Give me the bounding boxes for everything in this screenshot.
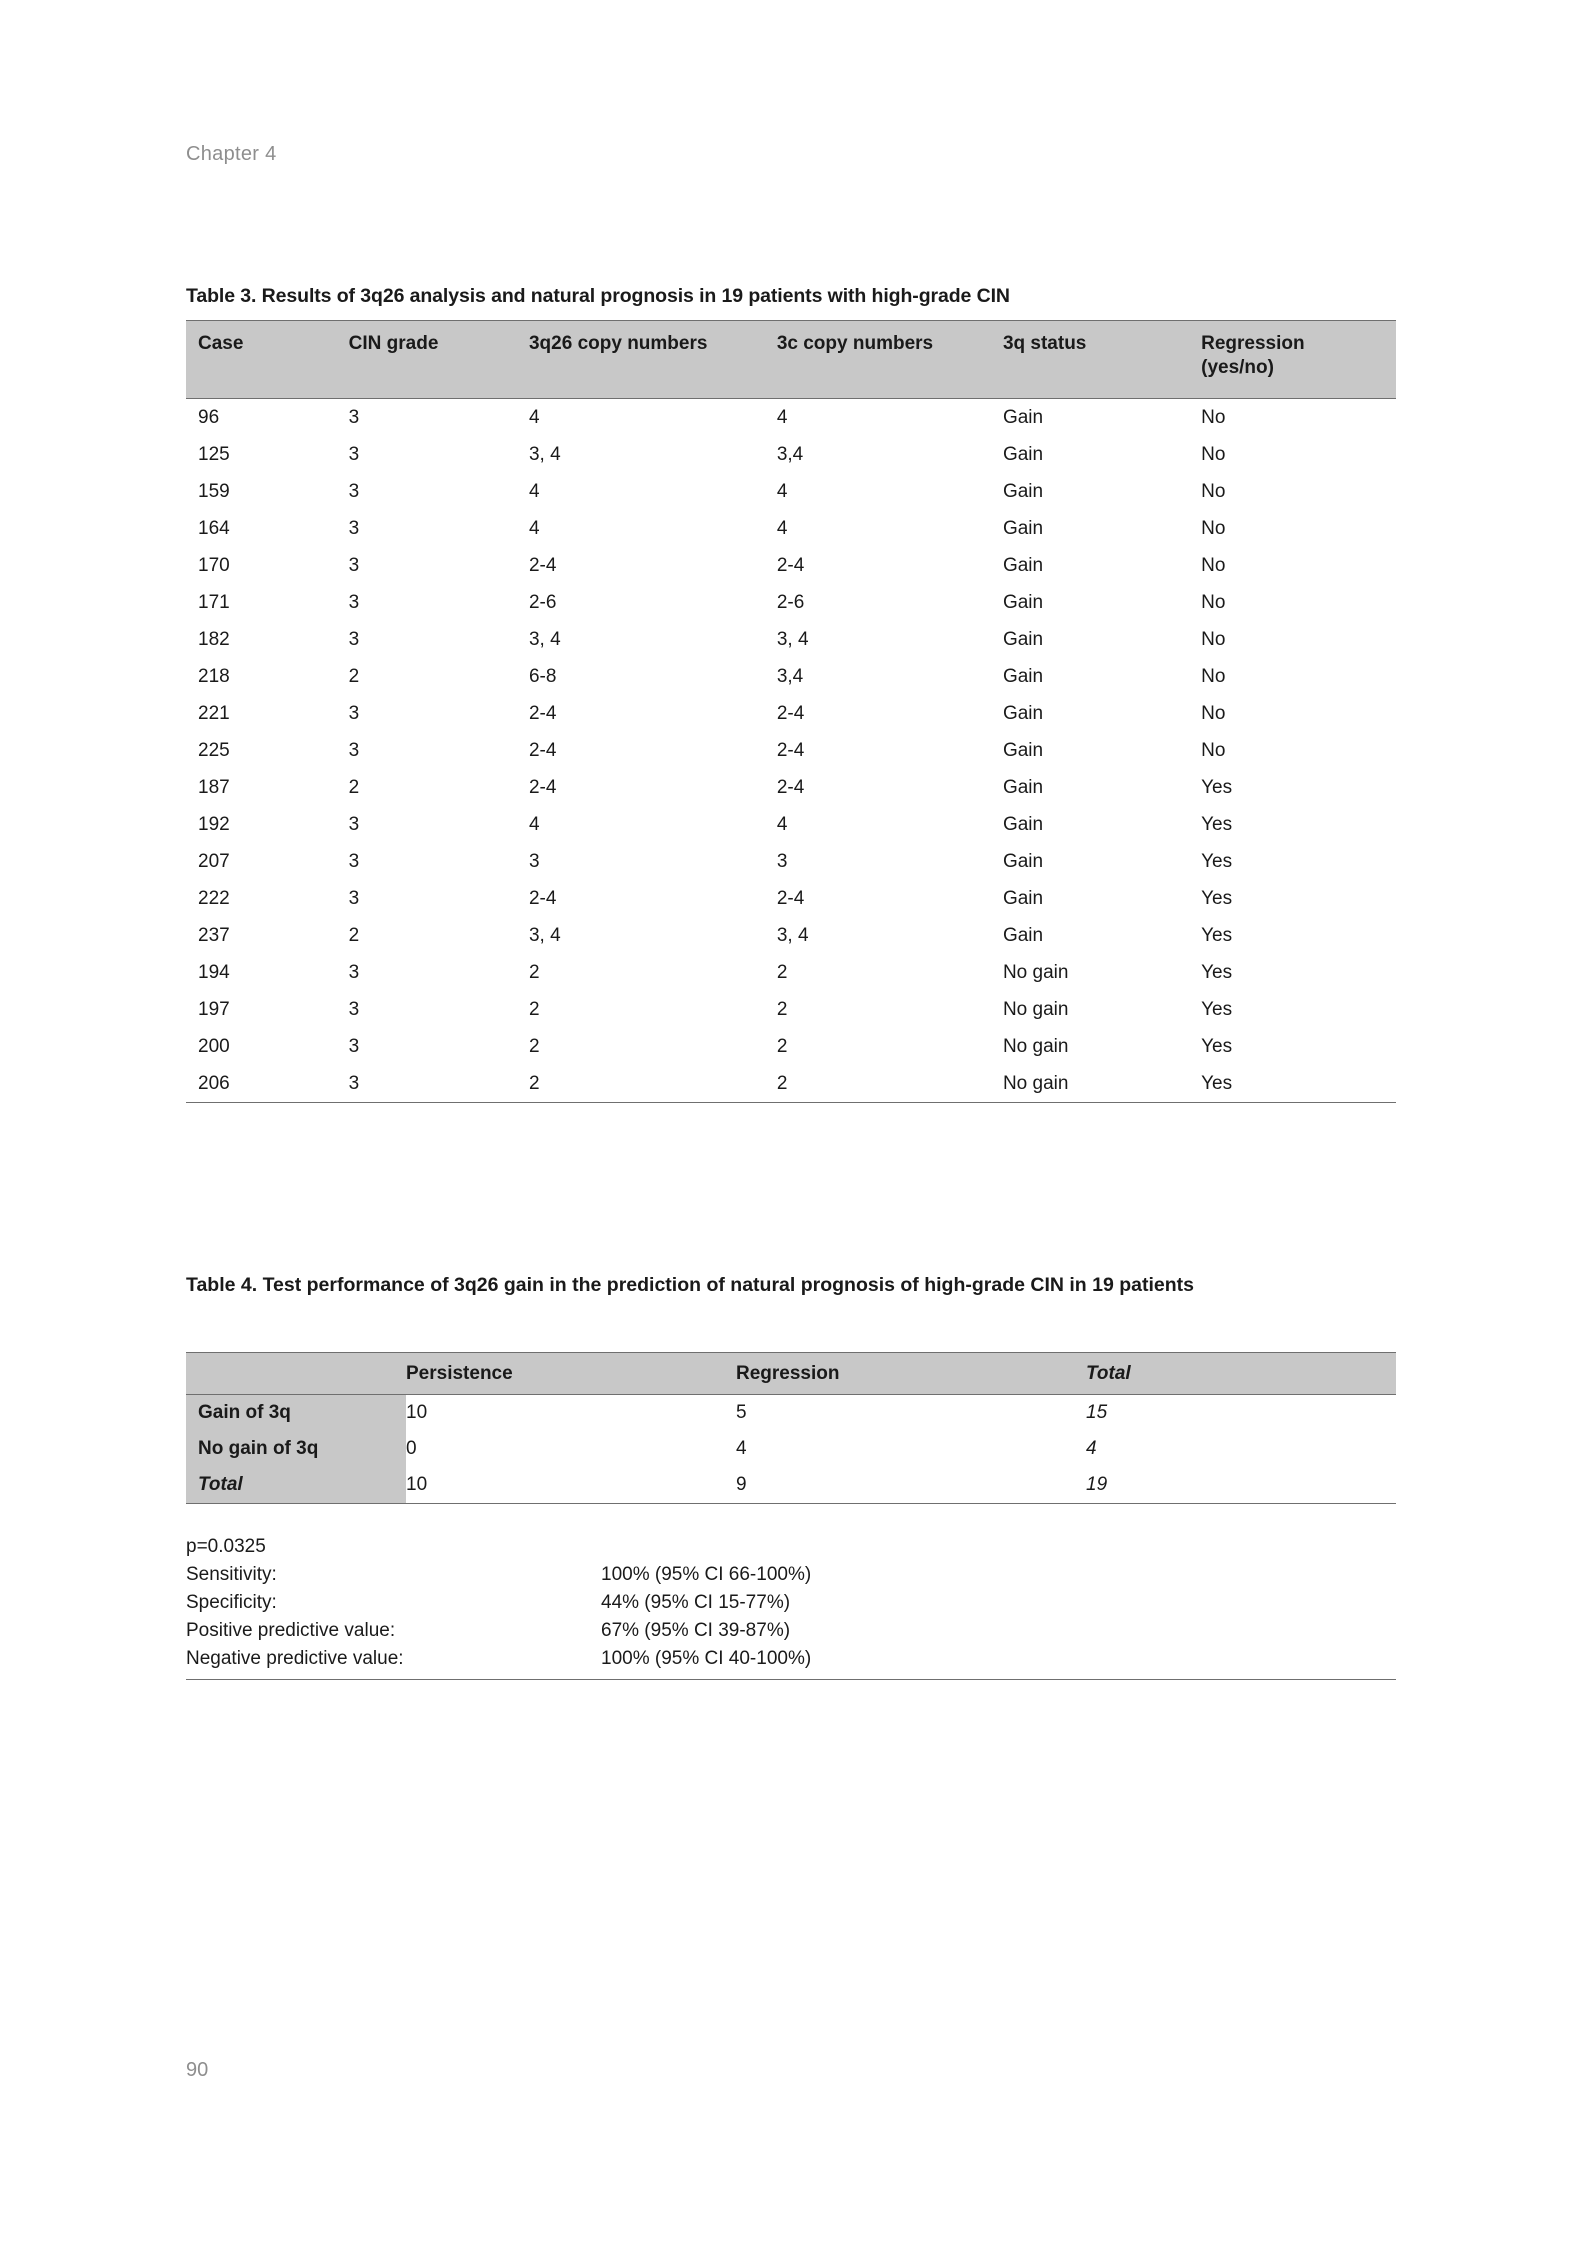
cell-3q-status: Gain: [1002, 850, 1044, 872]
table4-caption: Table 4. Test performance of 3q26 gain in the prediction of natural prognosis of high-grade CIN in 19 patients: [186, 1274, 1194, 1296]
cell-regression: No: [1201, 406, 1226, 428]
cell-3c: 2: [776, 1035, 788, 1057]
cell-cin-grade: 3: [348, 739, 360, 761]
cell-regression: Yes: [1201, 1035, 1233, 1057]
cell-regression: Yes: [1201, 961, 1233, 983]
cell-3q26: 2: [528, 961, 540, 983]
cell-3q-status: Gain: [1002, 887, 1044, 909]
cell-cin-grade: 3: [348, 628, 360, 650]
table-row: [186, 473, 1396, 510]
cell-3c: 2-4: [776, 702, 805, 724]
cell-cin-grade: 3: [348, 406, 360, 428]
table-row: [186, 436, 1396, 473]
table-row: [186, 1065, 1396, 1103]
cell-cin-grade: 3: [349, 1065, 529, 1103]
cell-regression: 5: [736, 1402, 747, 1423]
cell-3q-status: Gain: [1002, 702, 1044, 724]
cell-3q-status: Gain: [1002, 628, 1044, 650]
cell-total: 4: [1086, 1438, 1097, 1459]
table4-col-persistence: Persistence: [406, 1353, 736, 1395]
cell-regression: Yes: [1201, 887, 1233, 909]
cell-3q26: 2-6: [528, 591, 557, 613]
cell-3q26: 2: [529, 1065, 777, 1103]
cell-3c: 2-4: [776, 554, 805, 576]
cell-3q-status: No gain: [1002, 1035, 1069, 1057]
table-row: [186, 732, 1396, 769]
stat-value: 100% (95% CI 66-100%): [601, 1564, 812, 1586]
table4-header: [186, 1353, 1396, 1395]
table3-col-case: Case: [186, 321, 349, 399]
table-row: [186, 1431, 1396, 1467]
cell-regression: No: [1201, 591, 1226, 613]
cell-cin-grade: 3: [348, 591, 360, 613]
cell-3c: 3,4: [776, 665, 804, 687]
cell-persistence: 10: [406, 1402, 428, 1423]
table4-col-total: Total: [1086, 1353, 1396, 1395]
stat-line: [186, 1533, 1396, 1561]
table-row: [186, 1467, 1396, 1504]
cell-3c: 4: [776, 406, 788, 428]
stat-line: [186, 1561, 1396, 1589]
cell-regression: 4: [736, 1438, 747, 1459]
table3-col-3q-status: 3q status: [1003, 321, 1201, 399]
cell-cin-grade: 3: [348, 850, 360, 872]
table3-col-cin-grade: CIN grade: [349, 321, 529, 399]
cell-regression: No: [1201, 739, 1226, 761]
cell-cin-grade: 3: [348, 1035, 360, 1057]
table-row: [186, 621, 1396, 658]
cell-regression: Yes: [1201, 776, 1233, 798]
table-row: [186, 917, 1396, 954]
cell-total: 19: [1086, 1467, 1396, 1504]
stat-line: [186, 1645, 1396, 1673]
table3-col-3c-copy-numbers: 3c copy numbers: [777, 321, 1003, 399]
cell-case: 197: [198, 998, 230, 1020]
cell-regression: 9: [736, 1467, 1086, 1504]
table-row: [186, 1028, 1396, 1065]
cell-case: 222: [198, 887, 230, 909]
stat-line: [186, 1617, 1396, 1645]
cell-case: 200: [198, 1035, 230, 1057]
cell-3c: 2-6: [776, 591, 805, 613]
stat-label: Negative predictive value:: [186, 1648, 404, 1670]
cell-3q26: 2-4: [528, 702, 557, 724]
cell-3q26: 2-4: [528, 554, 557, 576]
stat-value: 100% (95% CI 40-100%): [601, 1648, 812, 1670]
cell-3c: 3, 4: [776, 924, 809, 946]
table3-caption: Table 3. Results of 3q26 analysis and natural prognosis in 19 patients with high-grade CIN: [186, 285, 1010, 307]
cell-regression: Yes: [1201, 924, 1233, 946]
cell-3q-status: Gain: [1002, 591, 1044, 613]
cell-cin-grade: 3: [348, 998, 360, 1020]
cell-3q26: 4: [528, 517, 540, 539]
cell-3c: 2: [776, 961, 788, 983]
table3: [186, 320, 1396, 1103]
cell-3c: 4: [776, 517, 788, 539]
cell-3c: 2: [776, 998, 788, 1020]
cell-3q-status: No gain: [1002, 998, 1069, 1020]
table-row: [186, 954, 1396, 991]
table4-header-row: [186, 1353, 1396, 1395]
cell-regression: No: [1201, 517, 1226, 539]
cell-case: 187: [198, 776, 230, 798]
cell-total: 15: [1086, 1402, 1108, 1423]
cell-persistence: 10: [406, 1467, 736, 1504]
cell-regression: No: [1201, 628, 1226, 650]
cell-3q26: 2-4: [528, 739, 557, 761]
cell-3q-status: Gain: [1002, 517, 1044, 539]
table4-body: [186, 1395, 1396, 1504]
cell-3q26: 4: [528, 480, 540, 502]
stat-line: [186, 1589, 1396, 1617]
cell-rowhead: Gain of 3q: [186, 1395, 406, 1432]
cell-cin-grade: 3: [348, 517, 360, 539]
cell-3c: 3: [776, 850, 788, 872]
cell-cin-grade: 3: [348, 443, 360, 465]
cell-3q-status: Gain: [1002, 665, 1044, 687]
running-head: Chapter 4: [186, 143, 277, 165]
cell-case: 194: [198, 961, 230, 983]
cell-regression: No: [1201, 702, 1226, 724]
cell-3q-status: Gain: [1002, 480, 1044, 502]
stat-label: Sensitivity:: [186, 1564, 277, 1586]
cell-cin-grade: 3: [348, 813, 360, 835]
table-row: [186, 399, 1396, 437]
cell-3q-status: No gain: [1003, 1065, 1201, 1103]
cell-case: 192: [198, 813, 230, 835]
table3-col-regression: [1201, 321, 1396, 399]
table3-header-row: [186, 321, 1396, 399]
table3-col-regression-line2: (yes/no): [1201, 356, 1274, 378]
cell-3c: 3,4: [776, 443, 804, 465]
table4-col-blank: [186, 1353, 406, 1395]
table4-col-regression: Regression: [736, 1353, 1086, 1395]
cell-case: 221: [198, 702, 230, 724]
cell-regression: Yes: [1201, 998, 1233, 1020]
cell-rowhead: No gain of 3q: [186, 1431, 406, 1467]
cell-cin-grade: 3: [348, 961, 360, 983]
cell-case: 225: [198, 739, 230, 761]
cell-3q26: 6-8: [528, 665, 557, 687]
cell-3q-status: Gain: [1002, 406, 1044, 428]
stat-label: Specificity:: [186, 1592, 277, 1614]
cell-regression: No: [1201, 480, 1226, 502]
cell-3c: 2-4: [776, 776, 805, 798]
cell-case: 207: [198, 850, 230, 872]
cell-3q-status: Gain: [1002, 443, 1044, 465]
table-row: [186, 547, 1396, 584]
cell-3q26: 3: [528, 850, 540, 872]
cell-persistence: 0: [406, 1438, 417, 1459]
cell-case: 171: [198, 591, 230, 613]
cell-regression: No: [1201, 443, 1226, 465]
cell-3q26: 2-4: [528, 776, 557, 798]
cell-3q26: 2-4: [528, 887, 557, 909]
cell-case: 170: [198, 554, 230, 576]
cell-cin-grade: 3: [348, 887, 360, 909]
cell-case: 125: [198, 443, 230, 465]
stat-label: Positive predictive value:: [186, 1620, 396, 1642]
cell-cin-grade: 3: [348, 702, 360, 724]
table-row: [186, 991, 1396, 1028]
table3-header: [186, 321, 1396, 399]
cell-3q-status: Gain: [1002, 776, 1044, 798]
table3-body: [186, 399, 1396, 1103]
table-row: [186, 584, 1396, 621]
cell-case: 159: [198, 480, 230, 502]
cell-regression: Yes: [1201, 813, 1233, 835]
table-row: [186, 658, 1396, 695]
table3-col-regression-line1: Regression: [1201, 333, 1305, 354]
cell-3q-status: Gain: [1002, 813, 1044, 835]
cell-cin-grade: 2: [348, 776, 360, 798]
cell-cin-grade: 2: [348, 924, 360, 946]
stat-value: 44% (95% CI 15-77%): [601, 1592, 791, 1614]
cell-regression: Yes: [1201, 1065, 1396, 1103]
table-row: [186, 769, 1396, 806]
stat-label: p=0.0325: [186, 1536, 266, 1557]
table-row: [186, 1395, 1396, 1432]
cell-case: 206: [186, 1065, 349, 1103]
page-number: 90: [186, 2059, 209, 2081]
table-row: [186, 880, 1396, 917]
cell-3c: 2-4: [776, 739, 805, 761]
cell-3c: 2-4: [776, 887, 805, 909]
cell-case: 237: [198, 924, 230, 946]
cell-3q26: 4: [528, 406, 540, 428]
cell-3q-status: Gain: [1002, 739, 1044, 761]
stat-value: 67% (95% CI 39-87%): [601, 1620, 791, 1642]
cell-3c: 4: [776, 480, 788, 502]
cell-cin-grade: 3: [348, 554, 360, 576]
table-row: [186, 843, 1396, 880]
cell-cin-grade: 3: [348, 480, 360, 502]
table-row: [186, 510, 1396, 547]
cell-3q26: 2: [528, 1035, 540, 1057]
cell-3c: 4: [776, 813, 788, 835]
cell-3q-status: Gain: [1002, 924, 1044, 946]
cell-3q26: 2: [528, 998, 540, 1020]
cell-regression: Yes: [1201, 850, 1233, 872]
cell-regression: No: [1201, 665, 1226, 687]
table-row: [186, 806, 1396, 843]
cell-case: 164: [198, 517, 230, 539]
cell-3q26: 3, 4: [528, 628, 561, 650]
table4-statistics: [186, 1533, 1396, 1680]
cell-3q-status: No gain: [1002, 961, 1069, 983]
cell-rowhead: Total: [186, 1467, 406, 1504]
cell-cin-grade: 2: [348, 665, 360, 687]
table3-col-3q26-copy-numbers: 3q26 copy numbers: [529, 321, 777, 399]
cell-case: 96: [198, 406, 220, 428]
cell-3q26: 4: [528, 813, 540, 835]
table-row: [186, 695, 1396, 732]
cell-case: 218: [198, 665, 230, 687]
cell-case: 182: [198, 628, 230, 650]
cell-regression: No: [1201, 554, 1226, 576]
cell-3c: 3, 4: [776, 628, 809, 650]
cell-3q-status: Gain: [1002, 554, 1044, 576]
cell-3q26: 3, 4: [528, 443, 561, 465]
cell-3q26: 3, 4: [528, 924, 561, 946]
cell-3c: 2: [777, 1065, 1003, 1103]
table4: [186, 1352, 1396, 1504]
